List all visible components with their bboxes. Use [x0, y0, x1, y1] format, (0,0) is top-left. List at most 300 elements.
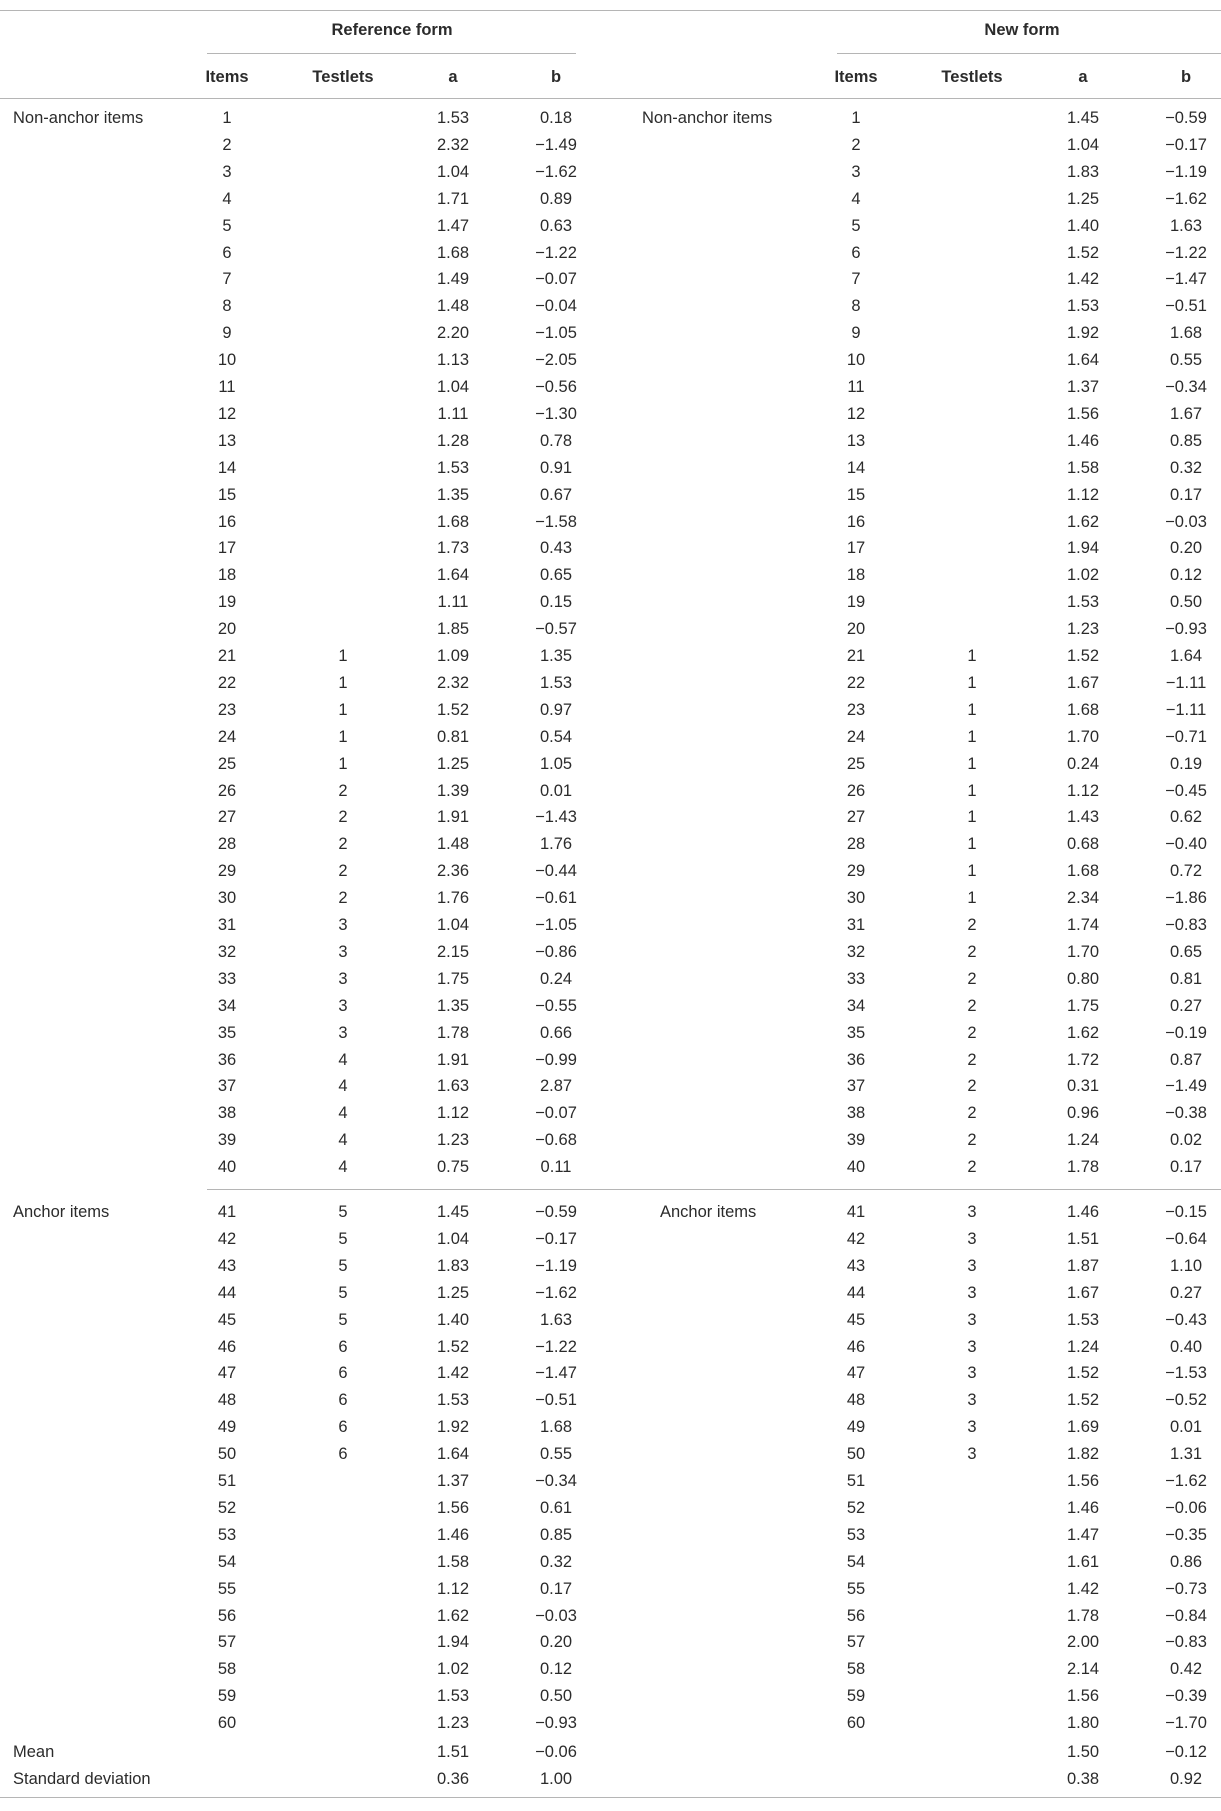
new-cell-item: 20	[846, 619, 866, 638]
new-cell-a: 1.24	[1066, 1130, 1100, 1149]
new-cell-testlet: 2	[967, 1050, 977, 1069]
new-cell-b: 0.27	[1169, 1283, 1203, 1302]
new-cell-a: 1.37	[1066, 377, 1100, 396]
new-cell-item: 60	[846, 1713, 866, 1732]
new-cell-a: 1.74	[1066, 915, 1100, 934]
ref-cell-a: 1.53	[436, 458, 470, 477]
ref-cell-a: 1.12	[436, 1579, 470, 1598]
ref-cell-b: −0.55	[535, 996, 577, 1015]
new-cell-testlet: 3	[967, 1391, 977, 1410]
new-cell-a: 0.24	[1066, 754, 1100, 773]
ref-cell-a: 1.75	[436, 969, 470, 988]
ref-cell-item: 9	[222, 323, 232, 342]
ref-cell-testlet: 5	[338, 1256, 348, 1275]
new-cell-a: 1.12	[1066, 485, 1100, 504]
new-cell-b: −0.15	[1165, 1202, 1207, 1221]
ref-cell-testlet: 4	[338, 1104, 348, 1123]
new-cell-b: 0.81	[1169, 969, 1203, 988]
ref-cell-a: 1.45	[436, 1202, 470, 1221]
ref-cell-item: 21	[217, 646, 237, 665]
new-cell-a: 1.69	[1066, 1417, 1100, 1436]
new-cell-a: 1.62	[1066, 1023, 1100, 1042]
new-cell-a: 1.80	[1066, 1713, 1100, 1732]
new-cell-b: −0.43	[1165, 1310, 1207, 1329]
new-cell-testlet: 2	[967, 1157, 977, 1176]
ref-cell-a: 1.47	[436, 216, 470, 235]
ref-cell-testlet: 5	[338, 1202, 348, 1221]
ref-cell-a: 1.64	[436, 1444, 470, 1463]
ref-cell-item: 30	[217, 888, 237, 907]
new-cell-testlet: 2	[967, 1104, 977, 1123]
new-cell-item: 30	[846, 888, 866, 907]
ref-cell-a: 1.13	[436, 350, 470, 369]
ref-cell-item: 60	[217, 1713, 237, 1732]
new-form-header: New form	[984, 20, 1060, 39]
top-rule	[0, 10, 1221, 11]
ref-cell-item: 37	[217, 1077, 237, 1096]
new-cell-a: 2.34	[1066, 888, 1100, 907]
ref-cell-b: 0.65	[539, 566, 573, 585]
new-cell-b: −0.34	[1165, 377, 1207, 396]
new-cell-b: −1.70	[1165, 1713, 1207, 1732]
new-cell-a: 1.52	[1066, 1364, 1100, 1383]
new-cell-item: 29	[846, 861, 866, 880]
ref-cell-a: 1.52	[436, 1337, 470, 1356]
ref-cell-testlet: 2	[338, 835, 348, 854]
ref-cell-b: −1.49	[535, 135, 577, 154]
ref-cell-a: 1.52	[436, 700, 470, 719]
ref-cell-item: 58	[217, 1660, 237, 1679]
new-cell-b: −0.38	[1165, 1104, 1207, 1123]
new-cell-b: 0.55	[1169, 350, 1203, 369]
new-cell-b: 1.67	[1169, 404, 1203, 423]
new-cell-testlet: 3	[967, 1256, 977, 1275]
new-cell-b: −0.51	[1165, 297, 1207, 316]
new-cell-a: 1.12	[1066, 781, 1100, 800]
new-cell-testlet: 2	[967, 996, 977, 1015]
new-cell-testlet: 3	[967, 1337, 977, 1356]
ref-cell-item: 4	[222, 189, 232, 208]
sd-label: Standard deviation	[13, 1769, 151, 1788]
new-cell-a: 1.75	[1066, 996, 1100, 1015]
new-b-header: b	[1180, 67, 1192, 86]
ref-b-header: b	[550, 67, 562, 86]
ref-cell-b: 0.67	[539, 485, 573, 504]
new-cell-b: −1.22	[1165, 243, 1207, 262]
new-cell-item: 42	[846, 1229, 866, 1248]
new-cell-item: 11	[847, 377, 865, 396]
ref-cell-a: 1.23	[436, 1713, 470, 1732]
ref-cell-testlet: 1	[338, 646, 348, 665]
ref-cell-a: 1.11	[437, 404, 469, 423]
ref-cell-a: 1.94	[436, 1633, 470, 1652]
ref-cell-item: 47	[217, 1364, 237, 1383]
new-cell-item: 28	[846, 835, 866, 854]
new-cell-b: 0.27	[1169, 996, 1203, 1015]
ref-cell-item: 20	[217, 619, 237, 638]
ref-cell-a: 1.42	[436, 1364, 470, 1383]
new-cell-a: 1.58	[1066, 458, 1100, 477]
ref-cell-item: 23	[217, 700, 237, 719]
ref-cell-b: 2.87	[539, 1077, 573, 1096]
new-cell-item: 38	[846, 1104, 866, 1123]
new-cell-b: 0.40	[1169, 1337, 1203, 1356]
ref-cell-b: −0.04	[535, 297, 577, 316]
ref-cell-b: −1.30	[535, 404, 577, 423]
ref-cell-a: 1.35	[436, 996, 470, 1015]
ref-cell-b: 0.55	[539, 1444, 573, 1463]
ref-anchor-label: Anchor items	[13, 1202, 110, 1221]
new-cell-a: 1.64	[1066, 350, 1100, 369]
new-cell-testlet: 3	[967, 1202, 977, 1221]
new-cell-item: 41	[846, 1202, 866, 1221]
new-testlets-header: Testlets	[941, 67, 1003, 86]
ref-testlets-header: Testlets	[312, 67, 374, 86]
ref-cell-a: 1.91	[436, 808, 470, 827]
ref-items-header: Items	[205, 67, 249, 86]
new-cell-a: 1.52	[1066, 1391, 1100, 1410]
new-cell-b: 0.01	[1169, 1417, 1203, 1436]
ref-cell-item: 54	[217, 1552, 237, 1571]
new-cell-b: −1.47	[1165, 270, 1207, 289]
new-cell-item: 51	[846, 1471, 866, 1490]
reference-form-underline	[207, 53, 576, 54]
new-cell-item: 54	[846, 1552, 866, 1571]
ref-cell-item: 35	[217, 1023, 237, 1042]
new-cell-item: 22	[846, 673, 866, 692]
ref-cell-testlet: 3	[338, 915, 348, 934]
new-cell-item: 13	[846, 431, 866, 450]
new-cell-b: −0.64	[1165, 1229, 1207, 1248]
new-cell-testlet: 1	[967, 727, 977, 746]
ref-cell-testlet: 3	[338, 942, 348, 961]
ref-cell-a: 1.56	[436, 1498, 470, 1517]
new-cell-a: 1.61	[1066, 1552, 1100, 1571]
ref-cell-a: 1.64	[436, 566, 470, 585]
ref-cell-b: −0.56	[535, 377, 577, 396]
new-cell-item: 10	[846, 350, 866, 369]
ref-cell-b: −0.44	[535, 861, 577, 880]
new-cell-b: 0.20	[1169, 539, 1203, 558]
ref-cell-testlet: 2	[338, 861, 348, 880]
ref-cell-b: −1.47	[535, 1364, 577, 1383]
new-cell-item: 46	[846, 1337, 866, 1356]
ref-cell-item: 5	[222, 216, 232, 235]
new-cell-item: 27	[846, 808, 866, 827]
new-cell-a: 1.43	[1066, 808, 1100, 827]
ref-cell-a: 1.28	[436, 431, 470, 450]
ref-cell-item: 12	[217, 404, 237, 423]
new-cell-item: 8	[851, 297, 861, 316]
ref-cell-b: 0.15	[539, 592, 573, 611]
new-cell-b: −0.17	[1165, 135, 1207, 154]
new-cell-testlet: 1	[967, 754, 977, 773]
ref-cell-testlet: 2	[338, 888, 348, 907]
ref-cell-testlet: 3	[338, 1023, 348, 1042]
ref-cell-testlet: 4	[338, 1050, 348, 1069]
new-cell-item: 6	[851, 243, 861, 262]
new-cell-a: 1.52	[1066, 646, 1100, 665]
new-cell-item: 39	[846, 1130, 866, 1149]
new-cell-a: 1.02	[1066, 566, 1100, 585]
new-cell-b: 0.65	[1169, 942, 1203, 961]
new-cell-item: 26	[846, 781, 866, 800]
new-cell-a: 1.46	[1066, 1498, 1100, 1517]
ref-cell-b: −0.07	[535, 270, 577, 289]
new-cell-a: 1.70	[1066, 942, 1100, 961]
new-cell-b: −0.71	[1165, 727, 1207, 746]
ref-cell-b: 0.78	[539, 431, 573, 450]
ref-cell-a: 1.11	[437, 592, 469, 611]
ref-cell-a: 1.35	[436, 485, 470, 504]
ref-cell-a: 2.15	[436, 942, 470, 961]
new-cell-a: 1.70	[1066, 727, 1100, 746]
ref-cell-b: 0.97	[539, 700, 573, 719]
new-cell-b: 0.85	[1169, 431, 1203, 450]
new-cell-item: 58	[846, 1660, 866, 1679]
ref-cell-b: 0.17	[539, 1579, 573, 1598]
new-cell-item: 9	[851, 323, 861, 342]
reference-form-header: Reference form	[331, 20, 453, 39]
ref-cell-b: 0.20	[539, 1633, 573, 1652]
new-cell-item: 18	[846, 566, 866, 585]
ref-cell-b: −0.86	[535, 942, 577, 961]
new-cell-a: 2.00	[1066, 1633, 1100, 1652]
new-cell-a: 1.67	[1066, 1283, 1100, 1302]
new-cell-item: 53	[846, 1525, 866, 1544]
ref-cell-b: −1.22	[535, 243, 577, 262]
new-cell-testlet: 2	[967, 1077, 977, 1096]
ref-cell-item: 19	[217, 592, 237, 611]
ref-cell-testlet: 5	[338, 1310, 348, 1329]
ref-cell-b: 1.35	[539, 646, 573, 665]
ref-cell-b: −0.07	[535, 1104, 577, 1123]
new-cell-item: 23	[846, 700, 866, 719]
new-cell-a: 1.53	[1066, 1310, 1100, 1329]
ref-cell-testlet: 1	[338, 700, 348, 719]
new-cell-b: −1.11	[1165, 700, 1207, 719]
new-cell-b: 1.64	[1169, 646, 1203, 665]
ref-cell-a: 1.53	[436, 108, 470, 127]
new-cell-testlet: 2	[967, 942, 977, 961]
ref-cell-testlet: 4	[338, 1077, 348, 1096]
new-cell-a: 1.56	[1066, 1471, 1100, 1490]
ref-cell-a: 1.85	[436, 619, 470, 638]
new-cell-item: 45	[846, 1310, 866, 1329]
ref-cell-b: 0.50	[539, 1686, 573, 1705]
ref-cell-b: 0.85	[539, 1525, 573, 1544]
new-cell-item: 4	[851, 189, 861, 208]
ref-cell-b: −0.59	[535, 1202, 577, 1221]
ref-cell-a: 1.04	[436, 162, 470, 181]
new-cell-item: 37	[846, 1077, 866, 1096]
ref-cell-a: 1.23	[436, 1130, 470, 1149]
new-cell-a: 1.72	[1066, 1050, 1100, 1069]
ref-cell-b: 0.61	[539, 1498, 573, 1517]
ref-sd-a: 0.36	[436, 1769, 470, 1788]
new-cell-a: 1.83	[1066, 162, 1100, 181]
new-cell-testlet: 1	[967, 673, 977, 692]
new-cell-item: 21	[846, 646, 866, 665]
new-cell-item: 14	[846, 458, 866, 477]
ref-cell-item: 22	[217, 673, 237, 692]
ref-cell-item: 8	[222, 297, 232, 316]
new-cell-b: −0.35	[1165, 1525, 1207, 1544]
new-cell-b: −0.06	[1165, 1498, 1207, 1517]
ref-cell-item: 17	[217, 539, 237, 558]
new-cell-item: 2	[851, 135, 861, 154]
ref-cell-item: 25	[217, 754, 237, 773]
ref-cell-item: 1	[222, 108, 232, 127]
new-cell-item: 47	[846, 1364, 866, 1383]
new-cell-b: −0.93	[1165, 619, 1207, 638]
new-cell-b: 0.32	[1169, 458, 1203, 477]
ref-cell-a: 1.25	[436, 1283, 470, 1302]
new-cell-a: 1.25	[1066, 189, 1100, 208]
ref-cell-testlet: 6	[338, 1364, 348, 1383]
ref-cell-item: 41	[217, 1202, 237, 1221]
new-cell-b: 0.87	[1169, 1050, 1203, 1069]
ref-cell-b: 1.53	[539, 673, 573, 692]
new-cell-a: 1.47	[1066, 1525, 1100, 1544]
new-cell-item: 52	[846, 1498, 866, 1517]
new-cell-a: 1.56	[1066, 1686, 1100, 1705]
ref-cell-b: 0.66	[539, 1023, 573, 1042]
new-cell-a: 1.78	[1066, 1157, 1100, 1176]
ref-cell-item: 36	[217, 1050, 237, 1069]
new-cell-testlet: 3	[967, 1229, 977, 1248]
new-cell-b: −1.62	[1165, 1471, 1207, 1490]
ref-cell-a: 1.04	[436, 1229, 470, 1248]
new-cell-item: 55	[846, 1579, 866, 1598]
ref-cell-item: 26	[217, 781, 237, 800]
new-cell-a: 1.94	[1066, 539, 1100, 558]
ref-cell-item: 6	[222, 243, 232, 262]
new-cell-testlet: 1	[967, 781, 977, 800]
new-cell-testlet: 1	[967, 861, 977, 880]
ref-cell-item: 31	[217, 915, 237, 934]
ref-cell-a: 1.62	[436, 1606, 470, 1625]
ref-cell-a: 2.36	[436, 861, 470, 880]
new-cell-b: 0.86	[1169, 1552, 1203, 1571]
new-cell-testlet: 1	[967, 700, 977, 719]
new-cell-item: 12	[846, 404, 866, 423]
new-cell-a: 1.40	[1066, 216, 1100, 235]
ref-cell-testlet: 6	[338, 1444, 348, 1463]
ref-cell-a: 1.25	[436, 754, 470, 773]
anchor-separator-rule	[207, 1189, 1221, 1190]
new-cell-item: 59	[846, 1686, 866, 1705]
ref-cell-a: 1.78	[436, 1023, 470, 1042]
ref-cell-b: −1.22	[535, 1337, 577, 1356]
ref-cell-item: 18	[217, 566, 237, 585]
new-cell-a: 1.68	[1066, 700, 1100, 719]
ref-cell-item: 39	[217, 1130, 237, 1149]
ref-cell-item: 11	[218, 377, 236, 396]
header-bottom-rule	[0, 98, 1221, 99]
ref-cell-testlet: 4	[338, 1130, 348, 1149]
new-cell-a: 1.67	[1066, 673, 1100, 692]
ref-cell-testlet: 6	[338, 1337, 348, 1356]
ref-cell-b: −0.17	[535, 1229, 577, 1248]
new-cell-b: 1.63	[1169, 216, 1203, 235]
new-cell-b: 1.10	[1169, 1256, 1203, 1275]
new-cell-b: −1.53	[1165, 1364, 1207, 1383]
ref-cell-testlet: 2	[338, 781, 348, 800]
new-cell-b: 0.42	[1169, 1660, 1203, 1679]
new-cell-b: −1.86	[1165, 888, 1207, 907]
new-cell-item: 1	[851, 108, 861, 127]
ref-cell-a: 1.58	[436, 1552, 470, 1571]
ref-cell-a: 2.20	[436, 323, 470, 342]
new-cell-b: −1.62	[1165, 189, 1207, 208]
new-cell-b: −0.45	[1165, 781, 1207, 800]
ref-cell-a: 1.48	[436, 835, 470, 854]
ref-non-anchor-label: Non-anchor items	[13, 108, 144, 127]
new-anchor-label: Anchor items	[660, 1202, 757, 1221]
new-cell-a: 1.68	[1066, 861, 1100, 880]
ref-cell-a: 1.63	[436, 1077, 470, 1096]
ref-cell-item: 15	[217, 485, 237, 504]
new-cell-item: 36	[846, 1050, 866, 1069]
ref-cell-testlet: 6	[338, 1391, 348, 1410]
new-cell-item: 57	[846, 1633, 866, 1652]
ref-cell-item: 44	[217, 1283, 237, 1302]
ref-cell-b: −0.99	[535, 1050, 577, 1069]
ref-cell-testlet: 3	[338, 969, 348, 988]
new-mean-b: −0.12	[1165, 1742, 1207, 1761]
new-cell-a: 1.04	[1066, 135, 1100, 154]
new-sd-a: 0.38	[1066, 1769, 1100, 1788]
new-cell-item: 33	[846, 969, 866, 988]
new-cell-testlet: 1	[967, 835, 977, 854]
ref-cell-item: 52	[217, 1498, 237, 1517]
ref-cell-item: 49	[217, 1417, 237, 1436]
new-cell-a: 1.42	[1066, 270, 1100, 289]
new-cell-a: 1.62	[1066, 512, 1100, 531]
new-cell-b: 1.68	[1169, 323, 1203, 342]
new-cell-testlet: 2	[967, 1023, 977, 1042]
new-cell-a: 1.56	[1066, 404, 1100, 423]
ref-cell-b: −1.05	[535, 323, 577, 342]
new-cell-b: −0.19	[1165, 1023, 1207, 1042]
ref-cell-b: −1.43	[535, 808, 577, 827]
ref-cell-item: 29	[217, 861, 237, 880]
ref-cell-testlet: 6	[338, 1417, 348, 1436]
ref-cell-item: 59	[217, 1686, 237, 1705]
new-cell-b: 0.62	[1169, 808, 1203, 827]
new-cell-item: 40	[846, 1157, 866, 1176]
new-a-header: a	[1078, 67, 1088, 86]
ref-mean-b: −0.06	[535, 1742, 577, 1761]
ref-cell-b: 0.32	[539, 1552, 573, 1571]
new-cell-a: 1.42	[1066, 1579, 1100, 1598]
new-cell-b: −0.83	[1165, 1633, 1207, 1652]
ref-cell-b: 0.63	[539, 216, 573, 235]
ref-cell-a: 1.68	[436, 243, 470, 262]
new-cell-b: −0.84	[1165, 1606, 1207, 1625]
new-cell-item: 31	[846, 915, 866, 934]
new-sd-b: 0.92	[1169, 1769, 1203, 1788]
ref-cell-a: 0.81	[436, 727, 470, 746]
new-cell-a: 1.51	[1066, 1229, 1100, 1248]
new-cell-item: 44	[846, 1283, 866, 1302]
ref-cell-item: 13	[217, 431, 237, 450]
ref-cell-item: 28	[217, 835, 237, 854]
ref-cell-item: 2	[222, 135, 232, 154]
ref-cell-b: 1.76	[539, 835, 573, 854]
new-cell-b: −0.59	[1165, 108, 1207, 127]
